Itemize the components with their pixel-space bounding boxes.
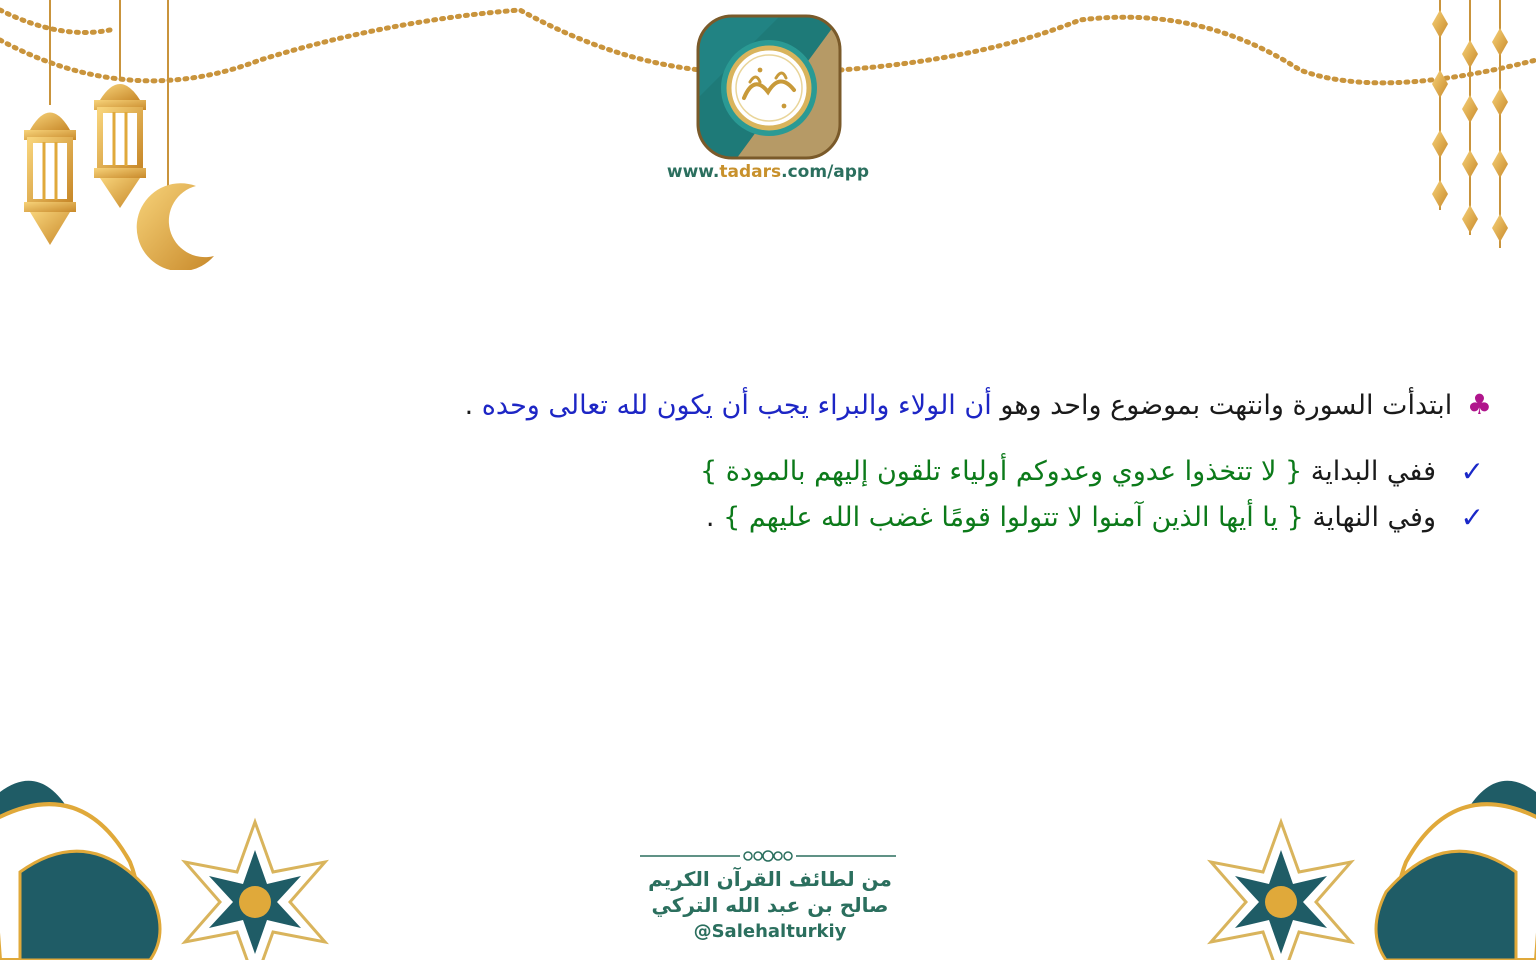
statement-end: . [464, 390, 474, 421]
footer-social-handle[interactable]: @Salehalturkiy [693, 921, 847, 942]
url-suffix: .com/app [781, 162, 870, 182]
url-prefix: www. [666, 162, 720, 182]
footer-author: صالح بن عبد الله التركي [651, 893, 889, 917]
website-url[interactable] [620, 162, 916, 182]
statement-part1: ابتدأت السورة وانتهت بموضوع واحد وهو [1000, 390, 1453, 421]
check-icon: ✓ [1460, 501, 1484, 534]
list-item [240, 495, 1492, 541]
crescent-moon-icon [137, 0, 214, 270]
club-icon: ♣ [1466, 388, 1492, 421]
item-quote: { يا أيها الذين آمنوا لا تتولوا قومًا غضب الله عليهم } [723, 502, 1304, 533]
floral-corner-decoration [1196, 752, 1536, 960]
slide-content [240, 382, 1492, 541]
item-lead: وفي النهاية [1312, 502, 1436, 533]
main-statement [240, 382, 1492, 429]
url-brand: tadars [719, 162, 782, 182]
footer-series-title: من لطائف القرآن الكريم [648, 867, 892, 891]
hanging-ornaments-icon [1432, 0, 1508, 248]
floral-corner-decoration [0, 752, 340, 960]
statement-highlight: أن الولاء والبراء يجب أن يكون لله تعالى وحده [481, 390, 992, 421]
list-item [240, 449, 1492, 495]
item-end: . [705, 502, 715, 533]
footer-credits [600, 852, 940, 946]
lantern-icon [24, 0, 76, 245]
item-lead: ففي البداية [1310, 456, 1436, 487]
check-icon: ✓ [1460, 455, 1484, 488]
item-quote: { لا تتخذوا عدوي وعدوكم أولياء تلقون إليهم بالمودة } [700, 456, 1303, 487]
app-logo [694, 12, 844, 162]
